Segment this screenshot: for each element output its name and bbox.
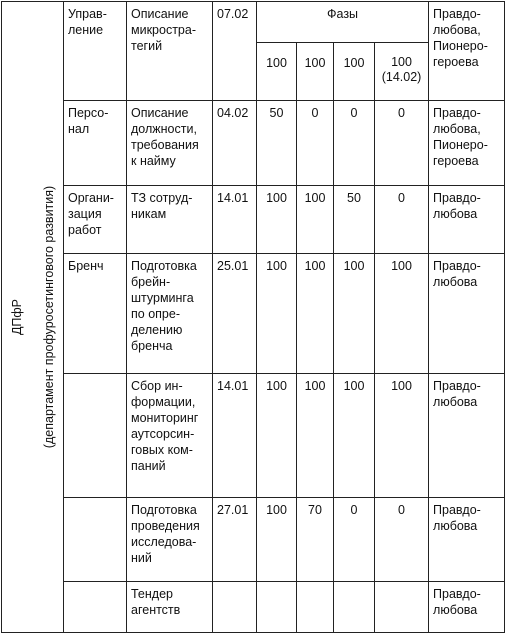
phase-cell: 100	[375, 253, 429, 373]
date-cell: 27.01	[213, 498, 257, 582]
owner-cell: Правдо- любова	[429, 253, 505, 373]
phase-cell: 100	[297, 373, 334, 497]
phase-cell: 50	[257, 101, 297, 186]
department-name: ДПфР	[9, 298, 24, 336]
area-cell: Органи- зация работ	[64, 186, 127, 253]
task-cell: Сбор ин- формации, мониторинг аутсорсин- говых ком- паний	[127, 373, 213, 497]
phase-cell: 100	[297, 253, 334, 373]
phase-cell: 100 (14.02)	[375, 43, 429, 101]
date-cell: 14.01	[213, 186, 257, 253]
phase-cell: 100	[375, 373, 429, 497]
phase-cell: 100	[257, 186, 297, 253]
area-cell: Персо- нал	[64, 101, 127, 186]
phase-cell: 100	[257, 43, 297, 101]
area-cell: Бренч	[64, 253, 127, 373]
phase-cell	[297, 582, 334, 633]
phase-cell: 0	[297, 101, 334, 186]
phase-cell: 0	[375, 498, 429, 582]
phase-cell	[257, 582, 297, 633]
phase-cell: 0	[334, 498, 375, 582]
task-cell: Подготовка проведения исследова- ний	[127, 498, 213, 582]
phase-cell: 100	[297, 43, 334, 101]
date-cell: 25.01	[213, 253, 257, 373]
task-cell: ТЗ сотруд- никам	[127, 186, 213, 253]
date-cell: 04.02	[213, 101, 257, 186]
phases-table	[1, 1, 505, 633]
phase-cell: 0	[375, 101, 429, 186]
phase-cell: 100	[334, 253, 375, 373]
phase-cell	[334, 582, 375, 633]
owner-cell: Правдо- любова, Пионеро- героева	[429, 101, 505, 186]
phase-cell: 100	[334, 373, 375, 497]
task-cell: Подготовка брейн- штурминга по опре- делению бренча	[127, 253, 213, 373]
department-full-name: (департамент профуросетингового развития)	[41, 185, 56, 449]
phase-cell: 100	[297, 186, 334, 253]
phases-header: Фазы	[257, 2, 429, 43]
task-cell: Тендер агентств	[127, 582, 213, 633]
date-cell: 07.02	[213, 2, 257, 101]
owner-cell: Правдо- любова, Пионеро- героева	[429, 2, 505, 101]
task-cell: Описание микростра- тегий	[127, 2, 213, 101]
department-cell	[2, 2, 64, 633]
owner-cell: Правдо- любова	[429, 498, 505, 582]
phase-cell: 100	[334, 43, 375, 101]
owner-cell: Правдо- любова	[429, 582, 505, 633]
phase-cell: 0	[334, 101, 375, 186]
phase-cell	[375, 582, 429, 633]
owner-cell: Правдо- любова	[429, 186, 505, 253]
phase-cell: 100	[257, 253, 297, 373]
phase-cell: 0	[375, 186, 429, 253]
phase-cell: 50	[334, 186, 375, 253]
phase-cell: 100	[257, 498, 297, 582]
phase-cell: 100	[257, 373, 297, 497]
owner-cell: Правдо- любова	[429, 373, 505, 497]
task-cell: Описание должности, требования к найму	[127, 101, 213, 186]
phase-cell: 70	[297, 498, 334, 582]
date-cell	[213, 582, 257, 633]
date-cell: 14.01	[213, 373, 257, 497]
area-cell: Управ- ление	[64, 2, 127, 101]
